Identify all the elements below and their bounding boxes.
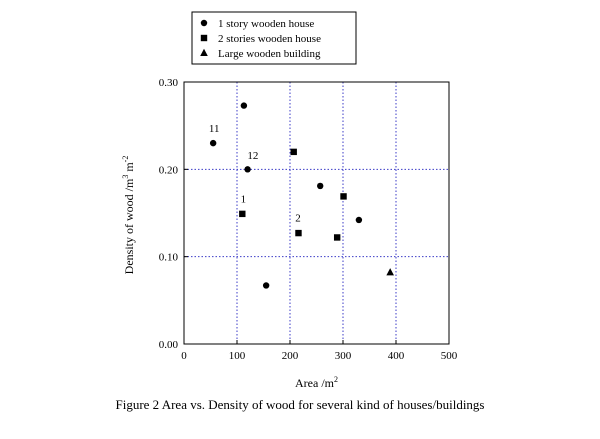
x-tick-label: 500: [440, 350, 458, 362]
point-annotation: 1: [240, 193, 247, 206]
plot-frame: [184, 82, 449, 344]
y-tick-label: 0.00: [158, 339, 178, 351]
point-annotation: 2: [295, 212, 301, 225]
y-tick-label: 0.10: [158, 251, 178, 264]
circle-data-point: [241, 102, 247, 108]
x-axis-label: Area $/m^2$: [295, 375, 338, 390]
circle-data-point: [356, 217, 362, 223]
square-data-point: [295, 230, 301, 236]
circle-data-point: [244, 166, 250, 172]
square-data-point: [291, 149, 297, 155]
square-data-point: [239, 211, 245, 217]
y-tick-label: 0.30: [158, 77, 178, 89]
y-tick-label: 0.20: [158, 164, 178, 177]
x-tick-label: 0: [181, 350, 187, 362]
y-axis-label: Density of wood $/m^3$ $m^{-2}$: [121, 155, 136, 275]
legend-circle-marker: [201, 20, 207, 26]
legend-square-marker: [201, 35, 207, 41]
x-tick-label: 100: [228, 350, 246, 362]
circle-data-point: [317, 183, 323, 189]
triangle-data-point: [386, 268, 394, 275]
figure-caption: Figure 2 Area vs. Density of wood for several kind of houses/buildings: [115, 397, 485, 412]
point-annotation: 12: [247, 149, 259, 162]
square-data-point: [340, 193, 346, 199]
circle-data-point: [263, 282, 269, 288]
x-tick-label: 400: [387, 350, 405, 362]
x-tick-label: 300: [334, 350, 352, 362]
legend: [192, 12, 356, 64]
square-data-point: [334, 234, 340, 240]
legend-label: Large wooden building: [218, 48, 321, 60]
circle-data-point: [210, 140, 216, 146]
point-annotation: 11: [208, 122, 220, 135]
x-tick-label: 200: [281, 350, 299, 362]
legend-label: 2 stories wooden house: [218, 33, 321, 45]
legend-label: 1 story wooden house: [218, 18, 315, 30]
